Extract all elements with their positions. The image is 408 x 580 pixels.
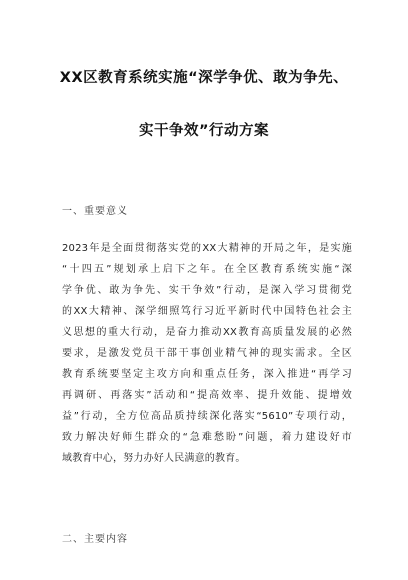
document-title-line-2: 实干争效”行动方案 [138, 123, 270, 139]
document-title-line-1: XX区教育系统实施“深学争优、敢为争先、 [59, 70, 349, 86]
paragraph-line: 学争优、敢为争先、实干争效”行动，是深入学习贯彻党 [62, 285, 352, 296]
paragraph-line: 域教育中心，努力办好人民满意的教育。 [62, 453, 246, 464]
paragraph-line: 的XX大精神、深学细照笃行习近平新时代中国特色社会主 [62, 306, 352, 317]
paragraph-line: 2023年是全面贯彻落实党的XX大精神的开局之年，是实施 [62, 243, 352, 254]
paragraph-line: 再调研、再落实”活动和“提高效率、提升效能、提增效 [62, 390, 352, 401]
section-heading-main-content: 二、主要内容 [62, 534, 128, 545]
paragraph-line: 益”行动，全方位高品质持续深化落实“5610”专项行动， [62, 411, 352, 422]
paragraph-line: 义思想的重大行动，是奋力推动XX教育高质量发展的必然 [62, 327, 352, 338]
paragraph-line: 致力解决好师生群众的“急难愁盼”问题，着力建设好市 [62, 432, 352, 443]
section-heading-significance: 一、重要意义 [62, 206, 128, 217]
paragraph-line: 教育系统要坚定主攻方向和重点任务，深入推进“再学习 [62, 369, 352, 380]
paragraph-line: “十四五”规划承上启下之年。在全区教育系统实施“深 [62, 264, 352, 275]
paragraph-line: 要求，是激发党员干部干事创业精气神的现实需求。全区 [62, 348, 352, 359]
section-paragraph-significance [62, 238, 352, 469]
